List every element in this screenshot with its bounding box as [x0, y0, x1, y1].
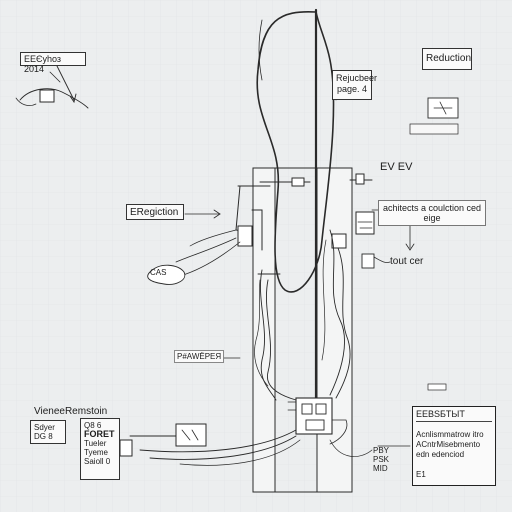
- bottom-right-line-3: edn edenciod: [416, 450, 465, 459]
- rejection-line-1: Rejucbeer: [336, 73, 378, 83]
- architecture-box: [378, 200, 486, 226]
- rejection-line-2: page. 4: [336, 84, 368, 94]
- bottom-right-line-4: [416, 460, 492, 470]
- mid-left-note: P#AWЁРEЯ: [174, 350, 224, 363]
- left-keypad-box: [30, 420, 66, 444]
- left-keypad-line-2: DG 8: [34, 432, 53, 441]
- eregiction-label: ERegiction: [130, 207, 179, 218]
- reduction-label: Reduction: [426, 53, 472, 64]
- bottom-right-line-5: E1: [416, 470, 426, 479]
- top-left-tag: [20, 52, 86, 74]
- cas-tag: CAS: [150, 268, 167, 277]
- bottom-right-panel: [412, 406, 496, 486]
- bottom-right-line-1: Acnlismmatrow itro: [416, 430, 484, 439]
- left-keypad-line-1: Sdyer: [34, 423, 55, 432]
- architecture-line-1: achitects a coulction ced: [382, 203, 482, 213]
- reduction-box: [422, 48, 472, 70]
- pole-right-rail: [317, 168, 352, 492]
- architecture-line-2: eige: [423, 213, 441, 223]
- forcet-line-2: FORET: [84, 429, 115, 439]
- forcet-box: [80, 418, 120, 480]
- bottom-mid-tag: [370, 444, 396, 484]
- eregiction-box: [126, 204, 184, 220]
- top-left-tag-text: ЕЕЄуһоз 2014: [24, 54, 62, 74]
- ev-ev-label: EV EV: [380, 161, 413, 173]
- bottom-mid-tag-line-3: MID: [373, 464, 388, 473]
- forcet-line-4: Tyeme: [84, 448, 109, 457]
- bottom-right-title: EEBSБTЫТ: [416, 409, 492, 422]
- forcet-line-5: Saioll 0: [84, 457, 111, 466]
- forcet-line-3: Tueler: [84, 439, 107, 448]
- bottom-mid-tag-line-2: PSK: [373, 455, 390, 464]
- vieneer-label: VieneeRemstoin: [34, 406, 108, 417]
- forcet-line-1: Q8 6: [84, 421, 106, 430]
- rejection-box: [332, 70, 378, 100]
- toutcer-label: tout cer: [390, 256, 424, 267]
- bottom-right-line-2: ACntrMisebmento: [416, 440, 481, 449]
- bottom-mid-tag-line-1: PBY: [373, 446, 390, 455]
